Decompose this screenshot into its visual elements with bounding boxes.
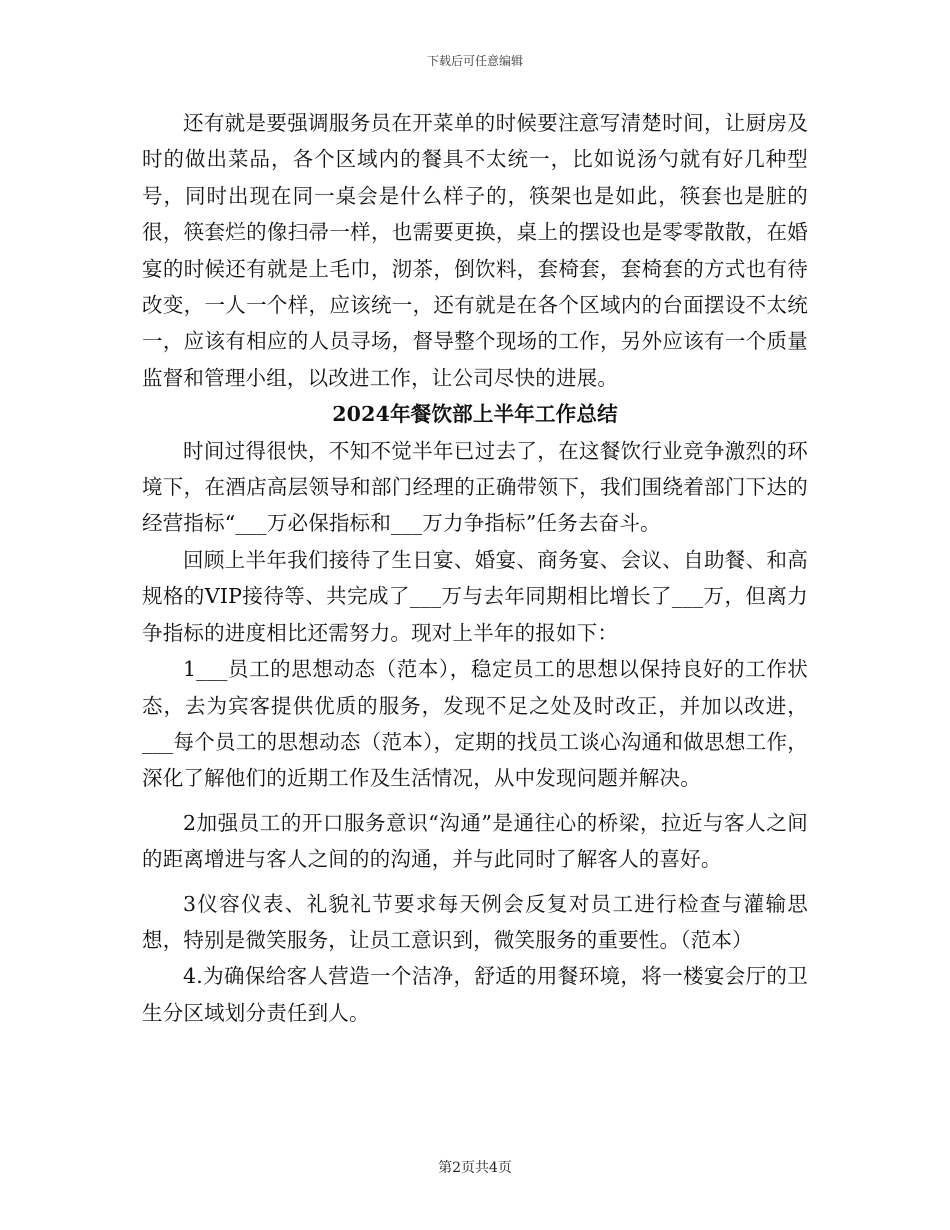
paragraph-item-3: 3仪容仪表、礼貌礼节要求每天例会反复对员工进行检查与灌输思想，特别是微笑服务，让员工意识到，微笑服务的重要性。（范本） [142, 891, 808, 952]
document-body [142, 105, 808, 1031]
header-note: 下载后可任意编辑 [426, 54, 523, 68]
page-number: 第2页共4页 [438, 1160, 512, 1176]
intro-paragraph: 还有就是要强调服务员在开菜单的时候要注意写清楚时间，让厨房及时的做出菜品，各个区域内的餐具不太统一，比如说汤勺就有好几种型号，同时出现在同一桌会是什么样子的，筷架也是如此，筷套也是脏的很，筷套烂的像扫帚一样，也需要更换，桌上的摆设也是零零散散，在婚宴的时候还有就是上毛巾，沏茶，倒饮料，套椅套，套椅套的方式也有待改变，一人一个样，应该统一，还有就是在各个区域内的台面摆设不太统一，应该有相应的人员寻场，督导整个现场的工作，另外应该有一个质量监督和管理小组，以改进工作，让公司尽快的进展。 [142, 111, 808, 390]
section-title: 2024年餐饮部上半年工作总结 [332, 402, 618, 427]
paragraph-review: 回顾上半年我们接待了生日宴、婚宴、商务宴、会议、自助餐、和高规格的VIP接待等、共完成了___万与去年同期相比增长了___万，但离力争指标的进度相比还需努力。现对上半年的报如下： [142, 547, 808, 645]
paragraph-item-4: 4.为确保给客人营造一个洁净，舒适的用餐环境，将一楼宴会厅的卫生分区域划分责任到人。 [142, 964, 808, 1025]
paragraph-item-2: 2加强员工的开口服务意识“沟通”是通往心的桥梁，拉近与客人之间的距离增进与客人之间的的沟通，并与此同时了解客人的喜好。 [142, 810, 808, 872]
paragraph-item-1: 1___员工的思想动态（范本），稳定员工的思想以保持良好的工作状态，去为宾客提供优质的服务，发现不足之处及时改正，并加以改进，___每个员工的思想动态（范本），定期的找员工谈心沟通和做思想工作，深化了解他们的近期工作及生活情况，从中发现问题并解决。 [142, 657, 808, 791]
paragraph-overview: 时间过得很快，不知不觉半年已过去了，在这餐饮行业竞争激烈的环境下，在酒店高层领导和部门经理的正确带领下，我们围绕着部门下达的经营指标“___万必保指标和___万力争指标”任务去奋斗。 [142, 438, 808, 536]
